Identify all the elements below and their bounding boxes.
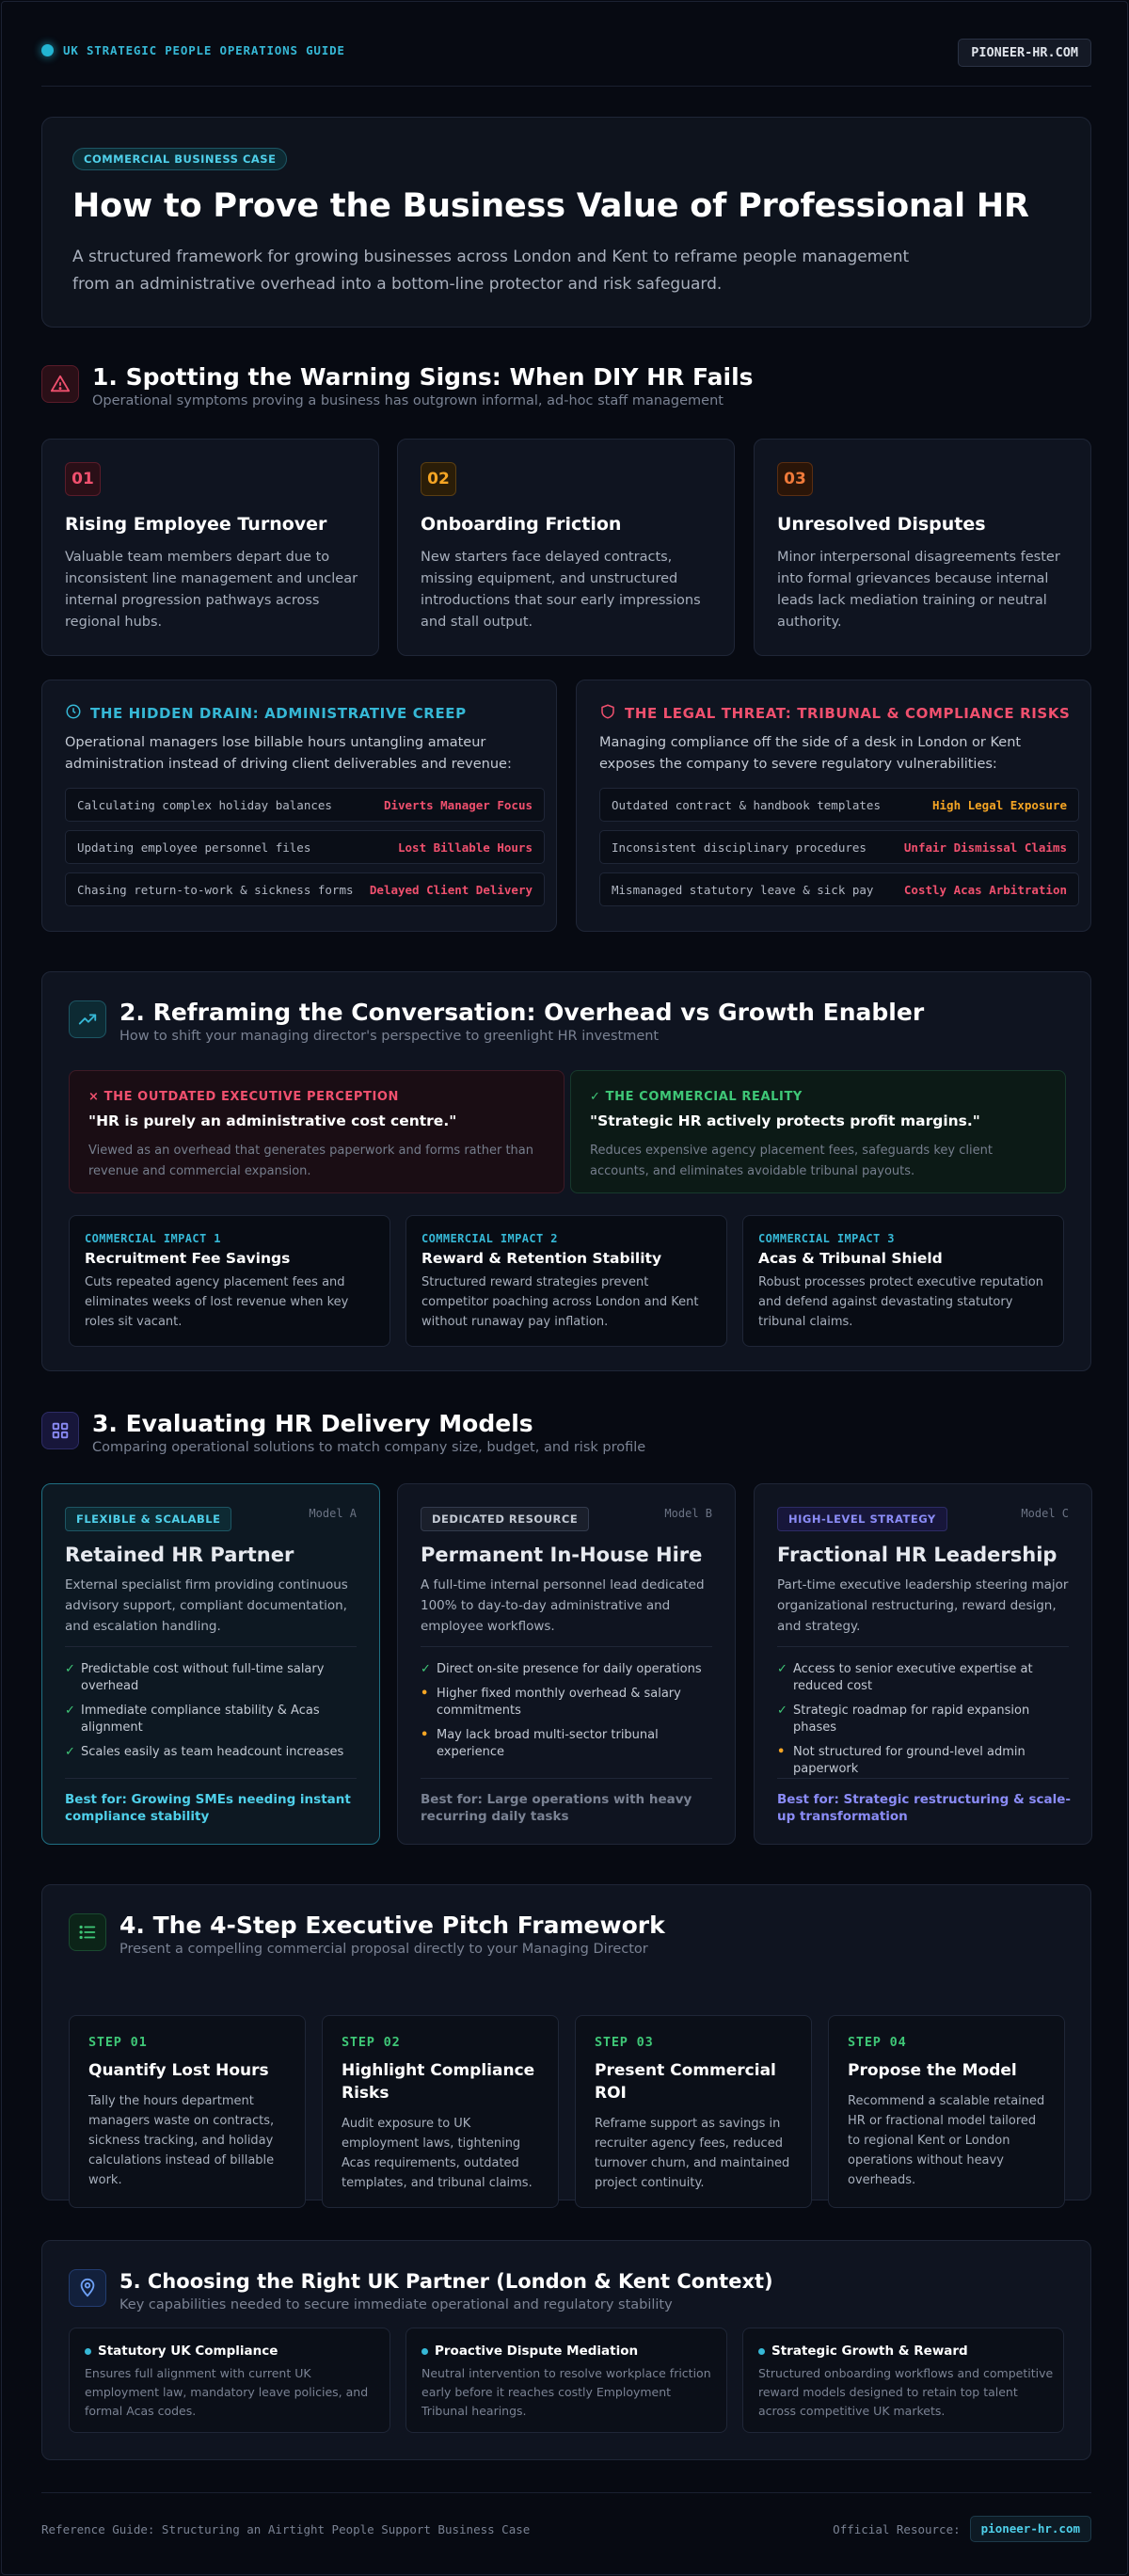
outdated-label: × THE OUTDATED EXECUTIVE PERCEPTION	[88, 1090, 400, 1104]
partner-capability-card	[742, 2328, 1064, 2433]
impact-text: Cuts repeated agency placement fees and eliminates weeks of lost revenue when key roles sit vacant.	[85, 1275, 349, 1329]
legal-threat-label: THE LEGAL THREAT: TRIBUNAL & COMPLIANCE RISKS	[625, 705, 1071, 722]
row-impact: Delayed Client Delivery	[369, 883, 533, 897]
check-icon: ✓	[65, 1704, 75, 1718]
model-card-fractional[interactable]	[754, 1483, 1092, 1845]
footer-resource	[833, 2516, 1091, 2542]
model-card-in-house[interactable]	[397, 1483, 736, 1845]
model-best-for: Best for: Growing SMEs needing instant compliance stability	[65, 1792, 351, 1824]
outdated-perception-box	[69, 1070, 564, 1193]
divider	[65, 1646, 357, 1647]
legal-threat-title	[599, 703, 1070, 724]
brand	[41, 43, 345, 57]
section-1-header	[41, 363, 754, 408]
step-label: STEP 04	[848, 2035, 907, 2050]
list-item: ✓ Direct on-site presence for daily operations	[421, 1662, 702, 1676]
check-icon: ✓	[65, 1662, 75, 1676]
brand-dot-icon	[41, 44, 54, 56]
top-bar	[41, 36, 1091, 87]
partner-capability-card	[405, 2328, 727, 2433]
row-impact: Costly Acas Arbitration	[903, 883, 1067, 897]
row-task: Calculating complex holiday balances	[77, 798, 332, 812]
bullet-dot-icon	[421, 2348, 428, 2355]
check-icon: ✓	[421, 1662, 431, 1676]
footer-reference: Reference Guide: Structuring an Airtight People Support Business Case	[41, 2522, 531, 2536]
footer	[41, 2492, 1091, 2549]
row-impact: Diverts Manager Focus	[383, 798, 533, 812]
commercial-reality-box	[570, 1070, 1066, 1193]
legal-row	[599, 830, 1079, 864]
hidden-drain-card	[41, 680, 557, 932]
model-desc: External specialist firm providing continuous advisory support, compliant documentation, and escalation handling.	[65, 1577, 348, 1634]
step-title: Highlight Compliance Risks	[342, 2061, 535, 2103]
model-title: Fractional HR Leadership	[777, 1544, 1057, 1566]
impact-title: Reward & Retention Stability	[421, 1250, 662, 1267]
section-5-subtitle: Key capabilities needed to secure immediate operational and regulatory stability	[119, 2297, 673, 2312]
bullet-dot-icon	[85, 2348, 91, 2355]
hero-badge: COMMERCIAL BUSINESS CASE	[72, 148, 287, 170]
warning-card-turnover	[41, 439, 379, 656]
step-title: Quantify Lost Hours	[88, 2061, 269, 2080]
outdated-text: Viewed as an overhead that generates paperwork and forms rather than revenue and commercial expansion.	[88, 1144, 533, 1178]
shield-icon	[599, 703, 616, 724]
hidden-drain-label: THE HIDDEN DRAIN: ADMINISTRATIVE CREEP	[90, 705, 467, 722]
drain-row	[65, 872, 545, 906]
step-card	[322, 2015, 559, 2208]
outdated-quote: "HR is purely an administrative cost centre."	[88, 1112, 457, 1129]
impact-label: COMMERCIAL IMPACT 2	[421, 1232, 558, 1245]
check-icon: ✓	[65, 1745, 75, 1759]
legal-row	[599, 872, 1079, 906]
legal-threat-card	[576, 680, 1091, 932]
model-points	[777, 1661, 1071, 1785]
row-impact: Unfair Dismissal Claims	[903, 840, 1067, 855]
divider	[65, 1778, 357, 1779]
bullet-icon: •	[777, 1745, 786, 1759]
section-4-header	[69, 1912, 665, 1957]
legal-row	[599, 788, 1079, 822]
capability-title: Statutory UK Compliance	[85, 2344, 278, 2359]
impact-text: Robust processes protect executive reputation and defend against devastating statutory tribunal claims.	[758, 1275, 1043, 1329]
model-label: Model B	[664, 1507, 712, 1520]
hero-subtitle: A structured framework for growing businesses across London and Kent to reframe people management from an administrative overhead into a bottom-line protector and risk safeguard.	[72, 248, 910, 294]
step-label: STEP 02	[342, 2035, 401, 2050]
step-card	[69, 2015, 306, 2208]
warning-card-disputes	[754, 439, 1091, 656]
page-title: How to Prove the Business Value of Professional HR	[72, 187, 1029, 225]
section-3-title: 3. Evaluating HR Delivery Models	[92, 1410, 533, 1437]
drain-row	[65, 830, 545, 864]
card-desc: New starters face delayed contracts, missing equipment, and unstructured introductions that sour early impressions and stall output.	[421, 550, 701, 630]
list-item: ✓ Immediate compliance stability & Acas alignment	[65, 1704, 320, 1735]
card-number: 03	[777, 462, 813, 496]
list-item: ✓ Strategic roadmap for rapid expansion phases	[777, 1704, 1030, 1735]
step-label: STEP 01	[88, 2035, 148, 2050]
warning-icon	[41, 365, 79, 403]
section-2-header	[69, 999, 924, 1044]
step-title: Propose the Model	[848, 2061, 1017, 2080]
capability-text: Neutral intervention to resolve workplace friction early before it reaches costly Employment Tribunal hearings.	[421, 2366, 711, 2418]
section-5-title: 5. Choosing the Right UK Partner (London & Kent Context)	[119, 2270, 773, 2293]
grid-icon	[41, 1412, 79, 1449]
resource-label: Official Resource:	[833, 2521, 961, 2536]
impact-card	[69, 1215, 390, 1347]
reality-text: Reduces expensive agency placement fees, safeguards key client accounts, and eliminates avoidable tribunal payouts.	[590, 1144, 993, 1178]
model-label: Model C	[1021, 1507, 1069, 1520]
list-item: ✓ Scales easily as team headcount increases	[65, 1745, 344, 1759]
hidden-drain-desc: Operational managers lose billable hours untangling amateur administration instead of driving client deliverables and revenue:	[65, 735, 512, 772]
model-desc: Part-time executive leadership steering major organizational restructuring, reward design, and strategy.	[777, 1577, 1069, 1634]
drain-row	[65, 788, 545, 822]
step-card	[575, 2015, 812, 2208]
model-best-for: Best for: Strategic restructuring & scale-up transformation	[777, 1792, 1071, 1824]
list-item: • Not structured for ground-level admin paperwork	[777, 1745, 1026, 1776]
model-badge: HIGH-LEVEL STRATEGY	[777, 1507, 947, 1531]
divider	[421, 1646, 712, 1647]
trend-up-icon	[69, 1000, 106, 1038]
brand-label: UK STRATEGIC PEOPLE OPERATIONS GUIDE	[63, 43, 345, 57]
section-1-title: 1. Spotting the Warning Signs: When DIY HR Fails	[92, 363, 754, 391]
legal-threat-desc: Managing compliance off the side of a desk in London or Kent exposes the company to severe regulatory vulnerabilities:	[599, 735, 1022, 772]
divider	[421, 1778, 712, 1779]
row-task: Inconsistent disciplinary procedures	[612, 840, 867, 855]
hero-card	[41, 117, 1091, 328]
capability-title: Strategic Growth & Reward	[758, 2344, 968, 2359]
step-label: STEP 03	[595, 2035, 654, 2050]
row-task: Mismanaged statutory leave & sick pay	[612, 883, 874, 897]
site-link-button[interactable]: PIONEER-HR.COM	[958, 39, 1091, 67]
bullet-icon: •	[421, 1728, 429, 1742]
list-item: • Higher fixed monthly overhead & salary commitments	[421, 1687, 681, 1718]
reality-label: ✓ THE COMMERCIAL REALITY	[590, 1090, 803, 1104]
check-icon: ✓	[777, 1704, 787, 1718]
divider	[777, 1646, 1069, 1647]
capability-text: Ensures full alignment with current UK employment law, mandatory leave policies, and formal Acas codes.	[85, 2366, 369, 2418]
bullet-icon: •	[421, 1687, 429, 1701]
row-impact: High Legal Exposure	[932, 798, 1067, 812]
step-card	[828, 2015, 1065, 2208]
divider	[777, 1778, 1069, 1779]
model-badge: DEDICATED RESOURCE	[421, 1507, 589, 1531]
impact-card	[742, 1215, 1064, 1347]
model-desc: A full-time internal personnel lead dedicated 100% to day-to-day administrative and employee workflows.	[421, 1577, 705, 1634]
check-icon: ✓	[777, 1662, 787, 1676]
section-4-panel	[41, 1884, 1091, 2200]
model-best-for: Best for: Large operations with heavy recurring daily tasks	[421, 1792, 692, 1824]
step-title: Present Commercial ROI	[595, 2061, 776, 2103]
impact-card	[405, 1215, 727, 1347]
capability-title: Proactive Dispute Mediation	[421, 2344, 638, 2359]
capability-text: Structured onboarding workflows and competitive reward models designed to retain top talent across competitive UK markets.	[758, 2366, 1054, 2418]
bullet-dot-icon	[758, 2348, 765, 2355]
model-badge: FLEXIBLE & SCALABLE	[65, 1507, 231, 1531]
card-title: Rising Employee Turnover	[65, 514, 327, 535]
card-desc: Minor interpersonal disagreements fester into formal grievances because internal leads lack mediation training or neutral authority.	[777, 550, 1060, 630]
section-4-subtitle: Present a compelling commercial proposal directly to your Managing Director	[119, 1942, 648, 1957]
section-5-panel	[41, 2240, 1091, 2460]
impact-title: Acas & Tribunal Shield	[758, 1250, 943, 1267]
row-task: Updating employee personnel files	[77, 840, 311, 855]
hidden-drain-title	[65, 703, 467, 724]
row-task: Outdated contract & handbook templates	[612, 798, 881, 812]
row-task: Chasing return-to-work & sickness forms	[77, 883, 354, 897]
reality-quote: "Strategic HR actively protects profit margins."	[590, 1112, 980, 1129]
step-text: Reframe support as savings in recruiter agency fees, reduced turnover churn, and maintained project continuity.	[595, 2117, 790, 2190]
list-item: ✓ Access to senior executive expertise at reduced cost	[777, 1662, 1033, 1693]
resource-link[interactable]: pioneer-hr.com	[970, 2516, 1091, 2542]
section-3-subtitle: Comparing operational solutions to match company size, budget, and risk profile	[92, 1440, 646, 1455]
list-item: • May lack broad multi-sector tribunal experience	[421, 1728, 659, 1759]
model-points	[421, 1661, 714, 1768]
impact-text: Structured reward strategies prevent competitor poaching across London and Kent without runaway pay inflation.	[421, 1275, 699, 1329]
list-item: ✓ Predictable cost without full-time salary overhead	[65, 1662, 325, 1693]
section-2-subtitle: How to shift your managing director's perspective to greenlight HR investment	[119, 1029, 660, 1044]
card-title: Unresolved Disputes	[777, 514, 986, 535]
section-2-panel	[41, 971, 1091, 1371]
card-number: 01	[65, 462, 101, 496]
section-2-title: 2. Reframing the Conversation: Overhead vs Growth Enabler	[119, 999, 925, 1026]
model-title: Retained HR Partner	[65, 1544, 294, 1566]
impact-title: Recruitment Fee Savings	[85, 1250, 291, 1267]
location-pin-icon	[69, 2269, 106, 2307]
step-text: Audit exposure to UK employment laws, tightening Acas requirements, outdated templates, and tribunal claims.	[342, 2117, 533, 2190]
model-title: Permanent In-House Hire	[421, 1544, 703, 1566]
model-card-retained[interactable]	[41, 1483, 380, 1845]
card-number: 02	[421, 462, 456, 496]
partner-capability-card	[69, 2328, 390, 2433]
page	[1, 1, 1128, 2575]
section-5-header	[69, 2267, 773, 2312]
step-text: Recommend a scalable retained HR or fractional model tailored to regional Kent or London operations without heavy overheads.	[848, 2094, 1045, 2187]
section-1-subtitle: Operational symptoms proving a business has outgrown informal, ad-hoc staff management	[92, 393, 724, 408]
row-impact: Lost Billable Hours	[398, 840, 533, 855]
model-points	[65, 1661, 358, 1768]
model-label: Model A	[309, 1507, 357, 1520]
card-desc: Valuable team members depart due to inconsistent line management and unclear internal progression pathways across regional hubs.	[65, 550, 358, 630]
warning-card-onboarding	[397, 439, 735, 656]
card-title: Onboarding Friction	[421, 514, 622, 535]
impact-label: COMMERCIAL IMPACT 1	[85, 1232, 221, 1245]
step-text: Tally the hours department managers waste on contracts, sickness tracking, and holiday calculations instead of billable work.	[88, 2094, 275, 2187]
impact-label: COMMERCIAL IMPACT 3	[758, 1232, 895, 1245]
section-3-header	[41, 1410, 645, 1455]
section-4-title: 4. The 4-Step Executive Pitch Framework	[119, 1912, 665, 1939]
list-icon	[69, 1913, 106, 1951]
clock-icon	[65, 703, 82, 724]
